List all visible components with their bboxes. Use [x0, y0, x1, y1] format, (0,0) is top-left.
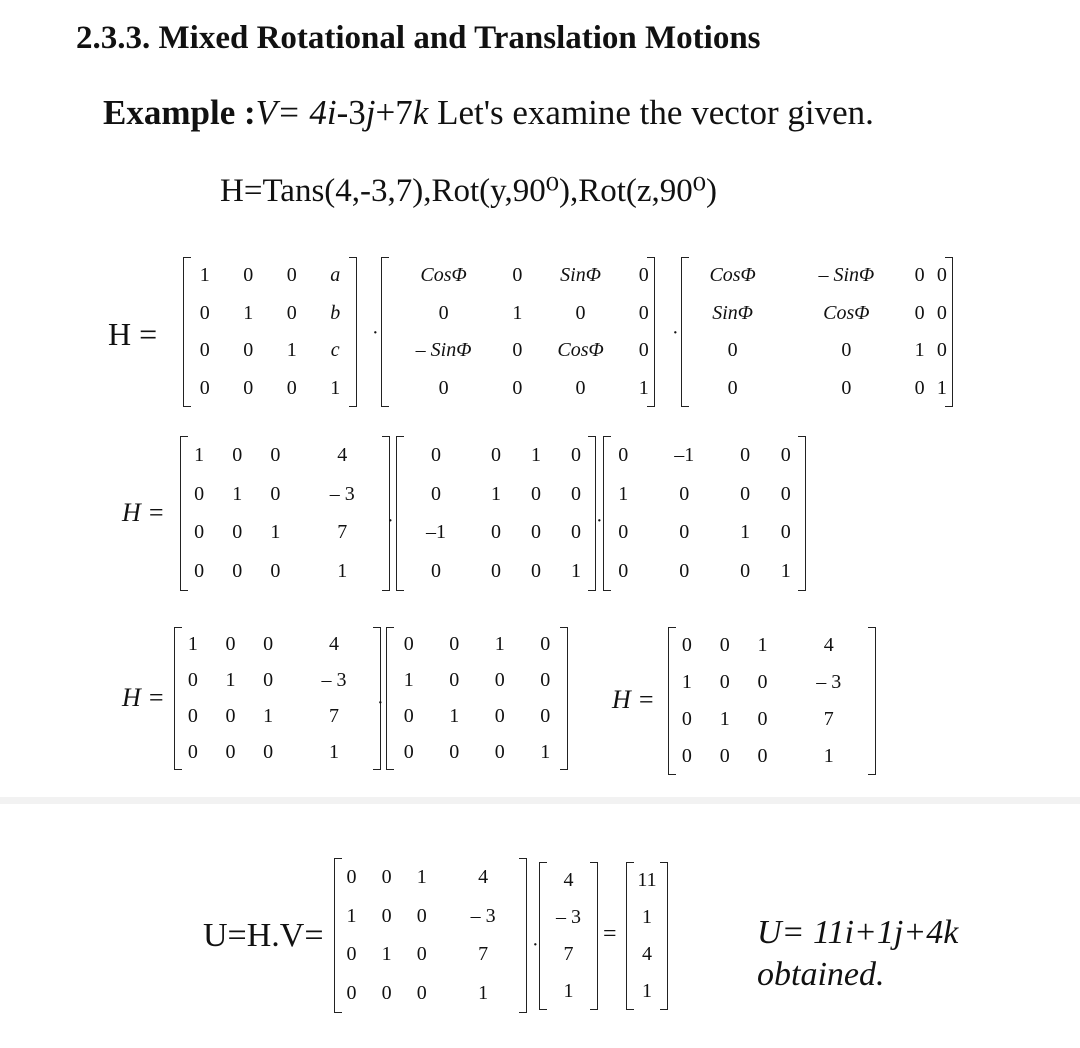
right-bracket	[647, 257, 655, 407]
matrix-row	[681, 370, 953, 408]
dot-operator: ·	[377, 692, 384, 714]
matrix-cell: 0	[719, 634, 730, 656]
matrix-cell: 1	[346, 904, 357, 927]
rot-combined-matrix	[386, 627, 568, 770]
matrix-row	[334, 936, 527, 975]
matrix-cell: CosΦ	[557, 339, 604, 362]
matrix-cell: 0	[381, 865, 392, 888]
equals-sign: =	[603, 921, 617, 947]
matrix-cell: – 3	[470, 904, 496, 927]
left-bracket	[668, 627, 676, 775]
matrix-cell: 0	[936, 264, 947, 287]
matrix-row	[668, 738, 876, 775]
right-bracket	[588, 436, 596, 591]
matrix-cell: 0	[194, 521, 205, 544]
matrix-cell: 1	[416, 865, 427, 888]
matrix-cell: 1	[936, 376, 947, 399]
h-result-matrix	[668, 627, 876, 775]
matrix-cell: 1	[286, 339, 297, 362]
matrix-row	[386, 663, 568, 699]
left-bracket	[174, 627, 182, 770]
matrix-cell: 0	[494, 669, 505, 692]
matrix-cell: 4	[642, 943, 652, 965]
unit-k: k	[412, 93, 429, 132]
matrix-row	[334, 858, 527, 897]
left-bracket	[183, 257, 191, 407]
matrix-cell: 0	[243, 376, 254, 399]
matrix-cell: 0	[936, 301, 947, 324]
section-divider	[0, 797, 1080, 804]
matrix-cell: 0	[346, 943, 357, 966]
matrix-cell: 0	[727, 376, 738, 399]
h-final-matrix	[334, 858, 527, 1013]
matrix-cell: 0	[225, 704, 236, 727]
matrix-row	[386, 734, 568, 770]
matrix-row	[183, 295, 357, 333]
matrix-cell: 7	[563, 943, 574, 965]
matrix-cell: 0	[679, 521, 690, 544]
matrix-cell: 0	[780, 482, 791, 505]
matrix-cell: 7	[823, 708, 834, 730]
matrix-cell: 4	[478, 865, 489, 888]
matrix-grid	[174, 627, 381, 770]
matrix-cell: – SinΦ	[415, 339, 472, 362]
matrix-cell: 0	[571, 521, 581, 544]
matrix-cell: 1	[403, 669, 414, 692]
matrix-cell: 0	[618, 521, 629, 544]
matrix-cell: 0	[286, 264, 297, 287]
left-bracket	[603, 436, 611, 591]
j-coefficient: -3	[336, 93, 366, 132]
matrix-cell: 0	[199, 376, 210, 399]
matrix-cell: 0	[199, 301, 210, 324]
matrix-cell: b	[330, 301, 341, 324]
matrix-row	[174, 734, 381, 770]
h-label-combined: H =	[122, 683, 165, 712]
matrix-cell: 0	[571, 443, 581, 466]
matrix-cell: 0	[438, 301, 449, 324]
matrix-row	[180, 436, 390, 475]
matrix-cell: 0	[719, 745, 730, 767]
matrix-cell: 0	[638, 301, 649, 324]
matrix-cell: 0	[914, 301, 925, 324]
example-description: Let's examine the vector given.	[437, 93, 874, 132]
matrix-cell: 0	[187, 740, 198, 763]
roty-numeric-matrix	[396, 436, 596, 591]
matrix-cell: 0	[679, 482, 690, 505]
example-line	[103, 93, 874, 133]
matrix-cell: 1	[381, 943, 392, 966]
matrix-cell: 0	[681, 745, 692, 767]
matrix-cell: 0	[199, 339, 210, 362]
matrix-cell: 0	[780, 443, 791, 466]
matrix-row	[668, 701, 876, 738]
matrix-cell: 0	[512, 264, 523, 287]
matrix-cell: 0	[431, 560, 441, 583]
matrix-cell: 1	[638, 376, 649, 399]
matrix-cell: 0	[740, 560, 751, 583]
matrix-cell: 1	[494, 633, 505, 656]
matrix-cell: 7	[328, 704, 339, 727]
matrix-grid	[183, 257, 357, 407]
matrix-cell: 1	[199, 264, 210, 287]
matrix-cell: 0	[403, 704, 414, 727]
matrix-row	[681, 295, 953, 333]
dot-operator: ·	[387, 510, 394, 532]
matrix-cell: 0	[494, 704, 505, 727]
matrix-row	[180, 514, 390, 553]
right-bracket	[590, 862, 598, 1010]
matrix-cell: 1	[328, 740, 339, 763]
trans-numeric-matrix	[180, 436, 390, 591]
left-bracket	[626, 862, 634, 1010]
left-bracket	[381, 257, 389, 407]
matrix-cell: 0	[449, 669, 460, 692]
matrix-cell: 0	[243, 339, 254, 362]
matrix-cell: 1	[225, 669, 236, 692]
matrix-row	[668, 627, 876, 664]
left-bracket	[396, 436, 404, 591]
right-bracket	[945, 257, 953, 407]
left-bracket	[334, 858, 342, 1013]
matrix-cell: 1	[642, 906, 652, 928]
matrix-cell: 0	[841, 376, 852, 399]
matrix-cell: 1	[719, 708, 730, 730]
matrix-row	[396, 514, 596, 553]
matrix-row	[396, 475, 596, 514]
matrix-grid	[396, 436, 596, 591]
matrix-cell: 7	[337, 521, 348, 544]
matrix-cell: 0	[346, 982, 357, 1005]
matrix-cell: 1	[243, 301, 254, 324]
matrix-cell: 0	[225, 740, 236, 763]
dot-operator: ·	[596, 510, 603, 532]
matrix-cell: 0	[618, 560, 629, 583]
matrix-cell: 11	[637, 869, 657, 891]
matrix-cell: 0	[403, 740, 414, 763]
vector-prefix: V= 4	[255, 93, 327, 132]
matrix-cell: CosΦ	[709, 264, 756, 287]
h-definition: H=Tans(4,-3,7),Rot(y,90⁰),Rot(z,90⁰)	[220, 173, 718, 209]
left-bracket	[386, 627, 394, 770]
matrix-cell: a	[330, 264, 341, 287]
matrix-row	[174, 663, 381, 699]
matrix-row	[183, 332, 357, 370]
matrix-cell: 1	[531, 443, 541, 466]
matrix-grid	[381, 257, 655, 407]
matrix-grid	[334, 858, 527, 1013]
matrix-cell: 0	[571, 482, 581, 505]
matrix-cell: SinΦ	[560, 264, 601, 287]
matrix-cell: 1	[618, 482, 629, 505]
matrix-grid	[668, 627, 876, 775]
matrix-row	[396, 552, 596, 591]
matrix-grid	[681, 257, 953, 407]
left-bracket	[539, 862, 547, 1010]
matrix-row	[334, 897, 527, 936]
matrix-row	[183, 370, 357, 408]
matrix-cell: 0	[243, 264, 254, 287]
matrix-cell: 0	[431, 482, 441, 505]
matrix-grid	[180, 436, 390, 591]
matrix-row	[603, 552, 806, 591]
result-line-2: obtained.	[757, 956, 885, 993]
matrix-cell: 0	[270, 560, 281, 583]
matrix-cell: 0	[431, 443, 441, 466]
k-coefficient: +7	[375, 93, 413, 132]
matrix-cell: 0	[531, 482, 541, 505]
matrix-cell: 0	[719, 671, 730, 693]
matrix-cell: 0	[232, 560, 243, 583]
matrix-cell: 1	[187, 633, 198, 656]
matrix-row	[396, 436, 596, 475]
matrix-cell: 0	[540, 669, 551, 692]
matrix-cell: –1	[674, 443, 695, 466]
matrix-cell: c	[330, 339, 340, 362]
matrix-cell: 0	[270, 482, 281, 505]
trans-symbolic-matrix	[183, 257, 357, 407]
matrix-cell: 0	[757, 745, 768, 767]
matrix-grid	[386, 627, 568, 770]
dot-operator: ·	[532, 934, 539, 956]
h-label-result: H =	[612, 685, 655, 714]
matrix-cell: 0	[638, 339, 649, 362]
matrix-cell: 0	[491, 560, 501, 583]
matrix-cell: 0	[491, 443, 501, 466]
matrix-cell: 0	[512, 339, 523, 362]
matrix-cell: 1	[681, 671, 692, 693]
matrix-cell: 1	[512, 301, 523, 324]
matrix-cell: 1	[330, 376, 341, 399]
matrix-cell: 0	[232, 443, 243, 466]
matrix-cell: – SinΦ	[818, 264, 875, 287]
matrix-row	[603, 514, 806, 553]
matrix-row	[381, 257, 655, 295]
h-label-numeric: H =	[122, 498, 165, 527]
matrix-cell: 1	[563, 980, 574, 1002]
matrix-row	[603, 475, 806, 514]
matrix-cell: 0	[449, 633, 460, 656]
left-bracket	[180, 436, 188, 591]
matrix-cell: 0	[727, 339, 738, 362]
matrix-cell: 7	[478, 943, 489, 966]
matrix-cell: 0	[416, 943, 427, 966]
matrix-cell: 0	[780, 521, 791, 544]
matrix-cell: 0	[681, 634, 692, 656]
matrix-cell: 0	[381, 982, 392, 1005]
matrix-row	[681, 332, 953, 370]
matrix-cell: 0	[286, 376, 297, 399]
rotz-numeric-matrix	[603, 436, 806, 591]
right-bracket	[868, 627, 876, 775]
matrix-cell: 0	[681, 708, 692, 730]
unit-j: j	[365, 93, 376, 132]
matrix-cell: –1	[426, 521, 446, 544]
matrix-row	[180, 475, 390, 514]
matrix-cell: 1	[740, 521, 751, 544]
section-title: 2.3.3. Mixed Rotational and Translation Motions	[76, 20, 761, 56]
matrix-row	[603, 436, 806, 475]
matrix-cell: 1	[780, 560, 791, 583]
h-label-symbolic: H =	[108, 316, 158, 352]
right-bracket	[519, 858, 527, 1013]
uhv-label: U=H.V=	[203, 917, 324, 954]
matrix-cell: 0	[187, 704, 198, 727]
matrix-cell: 0	[270, 443, 281, 466]
matrix-cell: 0	[936, 339, 947, 362]
right-bracket	[349, 257, 357, 407]
matrix-cell: 4	[823, 634, 834, 656]
matrix-cell: 4	[337, 443, 348, 466]
matrix-cell: CosΦ	[823, 301, 870, 324]
matrix-cell: – 3	[321, 669, 347, 692]
unit-i: i	[326, 93, 337, 132]
example-label: Example :	[103, 93, 256, 132]
matrix-cell: 0	[531, 560, 541, 583]
matrix-cell: 0	[575, 376, 586, 399]
matrix-cell: 0	[416, 904, 427, 927]
matrix-cell: 0	[416, 982, 427, 1005]
matrix-row	[381, 332, 655, 370]
matrix-cell: 1	[823, 745, 834, 767]
matrix-cell: – 3	[816, 671, 842, 693]
matrix-cell: 0	[286, 301, 297, 324]
matrix-cell: 0	[531, 521, 541, 544]
matrix-cell: 0	[618, 443, 629, 466]
matrix-cell: 0	[540, 704, 551, 727]
matrix-row	[174, 699, 381, 735]
result-text	[757, 912, 958, 996]
matrix-row	[386, 699, 568, 735]
matrix-cell: 1	[270, 521, 281, 544]
dot-operator: ·	[672, 322, 679, 344]
roty-symbolic-matrix	[381, 257, 655, 407]
matrix-cell: 0	[512, 376, 523, 399]
matrix-row	[334, 974, 527, 1013]
matrix-cell: 1	[642, 980, 652, 1002]
matrix-cell: 0	[540, 633, 551, 656]
matrix-cell: 0	[575, 301, 586, 324]
rotz-symbolic-matrix	[681, 257, 953, 407]
matrix-cell: CosΦ	[420, 264, 467, 287]
matrix-cell: 0	[494, 740, 505, 763]
right-bracket	[560, 627, 568, 770]
matrix-cell: 0	[449, 740, 460, 763]
matrix-row	[681, 257, 953, 295]
matrix-row	[668, 664, 876, 701]
matrix-cell: 1	[232, 482, 243, 505]
matrix-cell: 4	[563, 869, 574, 891]
dot-operator: ·	[372, 322, 379, 344]
matrix-cell: – 3	[329, 482, 355, 505]
matrix-cell: 0	[263, 669, 274, 692]
matrix-cell: 1	[491, 482, 501, 505]
matrix-cell: 0	[187, 669, 198, 692]
matrix-cell: 0	[491, 521, 501, 544]
matrix-cell: 1	[449, 704, 460, 727]
matrix-row	[386, 627, 568, 663]
matrix-row	[174, 627, 381, 663]
matrix-row	[183, 257, 357, 295]
u-vector	[626, 862, 668, 1010]
matrix-cell: 0	[263, 633, 274, 656]
matrix-cell: 0	[194, 482, 205, 505]
matrix-cell: 0	[638, 264, 649, 287]
matrix-grid	[603, 436, 806, 591]
result-line-1: U= 11i+1j+4k	[757, 914, 959, 951]
matrix-cell: 0	[381, 904, 392, 927]
right-bracket	[798, 436, 806, 591]
matrix-cell: 0	[403, 633, 414, 656]
matrix-cell: 1	[478, 982, 489, 1005]
matrix-cell: 0	[841, 339, 852, 362]
matrix-cell: 0	[914, 376, 925, 399]
matrix-row	[180, 552, 390, 591]
matrix-cell: 0	[757, 708, 768, 730]
matrix-cell: 0	[232, 521, 243, 544]
matrix-cell: 0	[740, 482, 751, 505]
matrix-cell: SinΦ	[712, 301, 753, 324]
matrix-cell: 1	[757, 634, 768, 656]
matrix-cell: 1	[337, 560, 348, 583]
matrix-cell: 0	[225, 633, 236, 656]
matrix-cell: 0	[263, 740, 274, 763]
matrix-cell: 1	[263, 704, 274, 727]
matrix-cell: 1	[194, 443, 205, 466]
right-bracket	[660, 862, 668, 1010]
matrix-cell: 0	[194, 560, 205, 583]
matrix-cell: – 3	[556, 906, 581, 928]
v-vector	[539, 862, 598, 1010]
matrix-cell: 1	[540, 740, 551, 763]
matrix-cell: 0	[438, 376, 449, 399]
matrix-cell: 0	[914, 264, 925, 287]
matrix-cell: 0	[679, 560, 690, 583]
matrix-cell: 4	[328, 633, 339, 656]
matrix-row	[381, 295, 655, 333]
matrix-cell: 0	[346, 865, 357, 888]
matrix-cell: 0	[740, 443, 751, 466]
matrix-row	[381, 370, 655, 408]
left-bracket	[681, 257, 689, 407]
matrix-cell: 0	[757, 671, 768, 693]
matrix-cell: 1	[571, 560, 581, 583]
trans-numeric-matrix-2	[174, 627, 381, 770]
matrix-cell: 1	[914, 339, 925, 362]
